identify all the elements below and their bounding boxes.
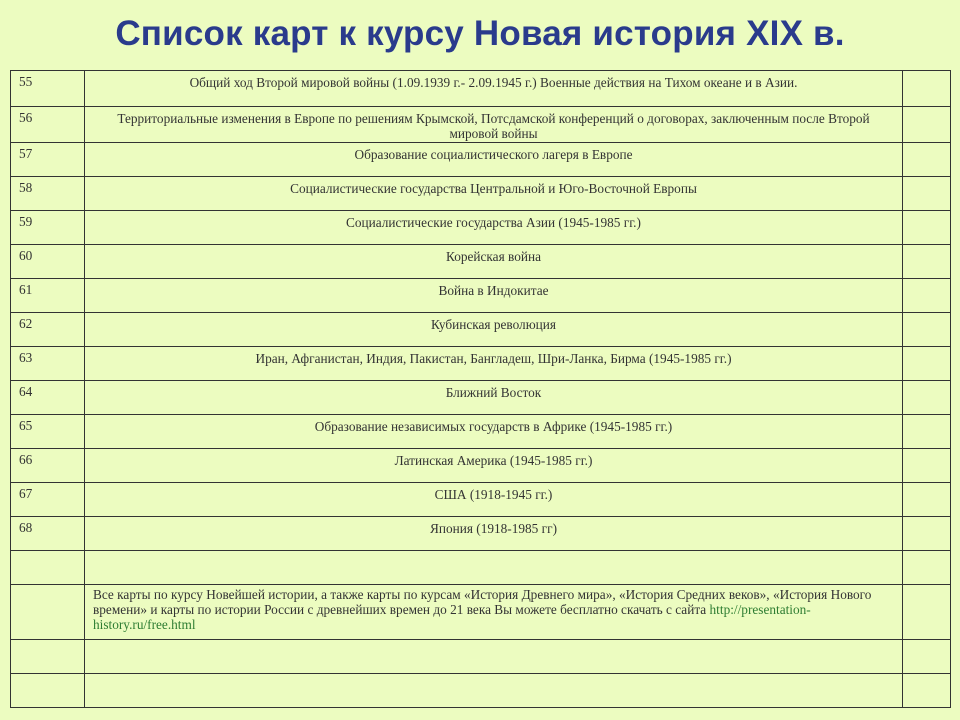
- map-title: Социалистические государства Азии (1945-1985 гг.): [85, 211, 903, 245]
- empty-cell: [85, 640, 903, 674]
- empty-cell: [903, 177, 951, 211]
- map-title: Территориальные изменения в Европе по решениям Крымской, Потсдамской конференций о договорах, заключенным после Второй мировой войны: [85, 107, 903, 143]
- empty-cell: [11, 640, 85, 674]
- row-number: 68: [11, 517, 85, 551]
- empty-cell: [903, 245, 951, 279]
- table-row: [11, 71, 951, 107]
- maps-table: [10, 70, 951, 708]
- row-number: 57: [11, 143, 85, 177]
- map-title: США (1918-1945 гг.): [85, 483, 903, 517]
- row-number: 64: [11, 381, 85, 415]
- table-row: [11, 517, 951, 551]
- empty-cell: [903, 415, 951, 449]
- empty-cell: [903, 313, 951, 347]
- empty-cell: [11, 674, 85, 708]
- empty-cell: [903, 279, 951, 313]
- map-title: Ближний Восток: [85, 381, 903, 415]
- table-row: [11, 177, 951, 211]
- empty-cell: [903, 449, 951, 483]
- empty-cell: [903, 347, 951, 381]
- map-title: Япония (1918-1985 гг): [85, 517, 903, 551]
- map-title: Общий ход Второй мировой войны (1.09.1939 г.- 2.09.1945 г.) Военные действия на Тихом океане и в Азии.: [85, 71, 903, 107]
- map-title: Латинская Америка (1945-1985 гг.): [85, 449, 903, 483]
- table-row: [11, 143, 951, 177]
- empty-cell: [903, 211, 951, 245]
- table-row-empty: [11, 640, 951, 674]
- table-row: [11, 279, 951, 313]
- table-row: [11, 449, 951, 483]
- site-link[interactable]: http://presentation-history.ru/free.html: [93, 602, 811, 632]
- empty-cell: [903, 517, 951, 551]
- row-number: 60: [11, 245, 85, 279]
- map-title: Иран, Афганистан, Индия, Пакистан, Бангладеш, Шри-Ланка, Бирма (1945-1985 гг.): [85, 347, 903, 381]
- table-row: [11, 347, 951, 381]
- map-title: Социалистические государства Центральной и Юго-Восточной Европы: [85, 177, 903, 211]
- map-title: Образование независимых государств в Африке (1945-1985 гг.): [85, 415, 903, 449]
- table-row: [11, 107, 951, 143]
- row-number: 63: [11, 347, 85, 381]
- table-row-empty: [11, 551, 951, 585]
- empty-cell: [11, 551, 85, 585]
- row-number: 65: [11, 415, 85, 449]
- map-title: Корейская война: [85, 245, 903, 279]
- empty-cell: [11, 585, 85, 640]
- page-title: Список карт к курсу Новая история XIX в.: [115, 14, 845, 53]
- row-number: 56: [11, 107, 85, 143]
- empty-cell: [85, 551, 903, 585]
- table-row: [11, 483, 951, 517]
- table-row-empty: [11, 674, 951, 708]
- empty-cell: [903, 381, 951, 415]
- empty-cell: [903, 674, 951, 708]
- table-row: [11, 245, 951, 279]
- empty-cell: [903, 640, 951, 674]
- table-row: [11, 381, 951, 415]
- empty-cell: [903, 585, 951, 640]
- empty-cell: [903, 551, 951, 585]
- table-row-note: [11, 585, 951, 640]
- row-number: 62: [11, 313, 85, 347]
- table-row: [11, 313, 951, 347]
- empty-cell: [903, 107, 951, 143]
- empty-cell: [85, 674, 903, 708]
- download-note: [85, 585, 903, 640]
- map-title: Война в Индокитае: [85, 279, 903, 313]
- table-row: [11, 211, 951, 245]
- map-title: Кубинская революция: [85, 313, 903, 347]
- row-number: 61: [11, 279, 85, 313]
- row-number: 55: [11, 71, 85, 107]
- table-row: [11, 415, 951, 449]
- row-number: 67: [11, 483, 85, 517]
- row-number: 66: [11, 449, 85, 483]
- empty-cell: [903, 143, 951, 177]
- map-title: Образование социалистического лагеря в Европе: [85, 143, 903, 177]
- row-number: 58: [11, 177, 85, 211]
- note-text: Все карты по курсу Новейшей истории, а также карты по курсам «История Древнего мира», «История Средних веков», «История Нового времени» и карты по истории России с древнейших времен до 21 века Вы можете бесплатно скачать с сайта: [93, 587, 872, 617]
- empty-cell: [903, 71, 951, 107]
- row-number: 59: [11, 211, 85, 245]
- empty-cell: [903, 483, 951, 517]
